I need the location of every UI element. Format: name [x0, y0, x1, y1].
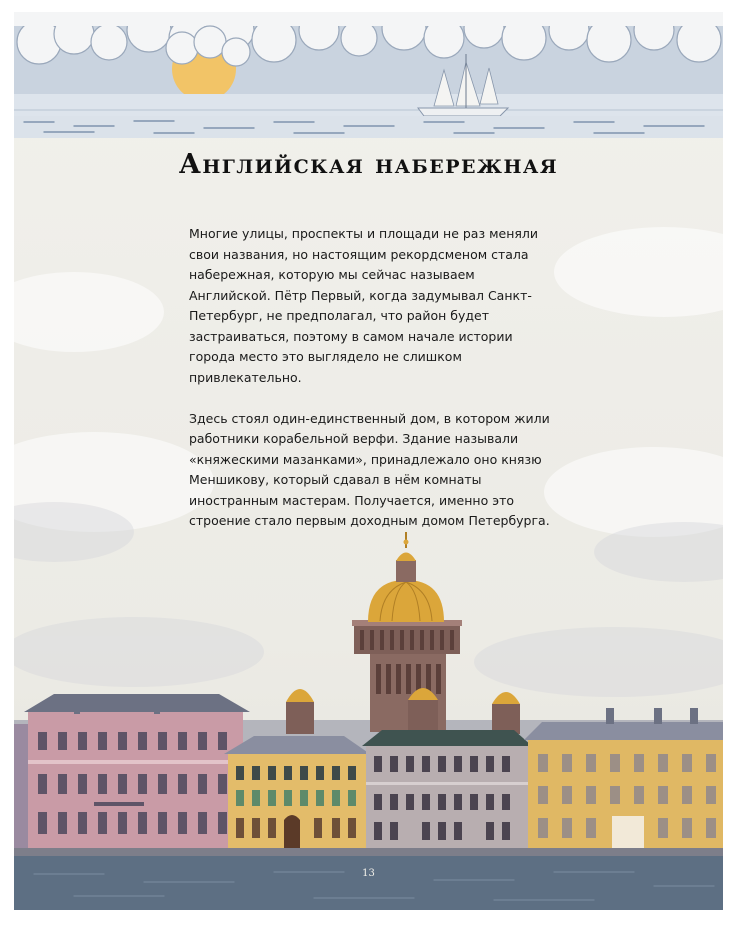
- body-text: [189, 224, 559, 552]
- paragraph-1: Многие улицы, проспекты и площади не раз меняли свои названия, но настоящим рекордсменом стала набережная, которую мы сейчас называем Английской. Пётр Первый, когда задумывал Санкт-Петербург, не предполагал, что район будет застраиваться, поэтому в самом начале истории города место это выглядело не слишком привлекательно.: [189, 226, 539, 385]
- yellow-right-building: [524, 708, 723, 850]
- embankment-scene: [14, 532, 723, 910]
- top-sky-scene: [14, 12, 723, 138]
- page-title: Английская набережная: [178, 149, 559, 180]
- cathedral-dome-icon: [286, 532, 520, 734]
- page-number: 13: [362, 868, 375, 879]
- pink-building: [14, 694, 250, 850]
- grey-building: [362, 730, 532, 850]
- yellow-ornate-building: [224, 736, 370, 850]
- paragraph-2: Здесь стоял один-единственный дом, в котором жили работники корабельной верфи. Здание называли «княжескими мазанками», принадлежало оно князю Меншикову, который сдавал в нём комнаты иностранным мастерам. Получается, именно это строение стало первым доходным домом Петербурга.: [189, 410, 550, 528]
- book-page: [14, 12, 723, 910]
